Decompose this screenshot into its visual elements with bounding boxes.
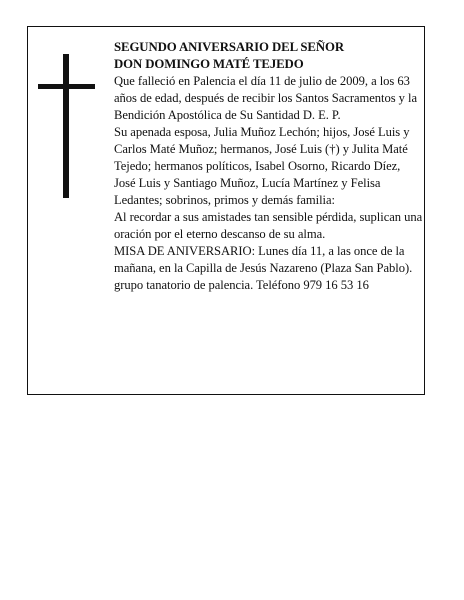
request-paragraph: Al recordar a sus amistades tan sensible pérdida, suplican una oración por el eterno descanso de su alma. <box>114 210 423 241</box>
notice-text <box>114 39 424 294</box>
intro-paragraph: Que falleció en Palencia el día 11 de julio de 2009, a los 63 años de edad, después de recibir los Santos Sacramentos y la Bendición Apostólica de Su Santidad D. E. P. <box>114 74 418 122</box>
heading-line-2: DON DOMINGO MATÉ TEJEDO <box>114 57 304 71</box>
obituary-notice <box>27 26 425 395</box>
family-paragraph: Su apenada esposa, Julia Muñoz Lechón; hijos, José Luis y Carlos Maté Muñoz; hermanos, José Luis (†) y Julita Maté Tejedo; hermanos políticos, Isabel Osorno, Ricardo Díez, José Luis y Santiago Muñoz, Lucía Martínez y Felisa Ledantes; sobrinos, primos y demás familia: <box>114 125 410 207</box>
latin-cross-icon <box>38 54 95 198</box>
notice-heading <box>114 39 424 73</box>
mass-paragraph: MISA DE ANIVERSARIO: Lunes día 11, a las once de la mañana, en la Capilla de Jesús Nazareno (Plaza San Pablo). <box>114 244 413 275</box>
cross-horizontal-bar <box>38 84 95 89</box>
cross-vertical-bar <box>63 54 69 198</box>
heading-line-1: SEGUNDO ANIVERSARIO DEL SEÑOR <box>114 40 344 54</box>
footer-paragraph: grupo tanatorio de palencia. Teléfono 979 16 53 16 <box>114 278 369 292</box>
